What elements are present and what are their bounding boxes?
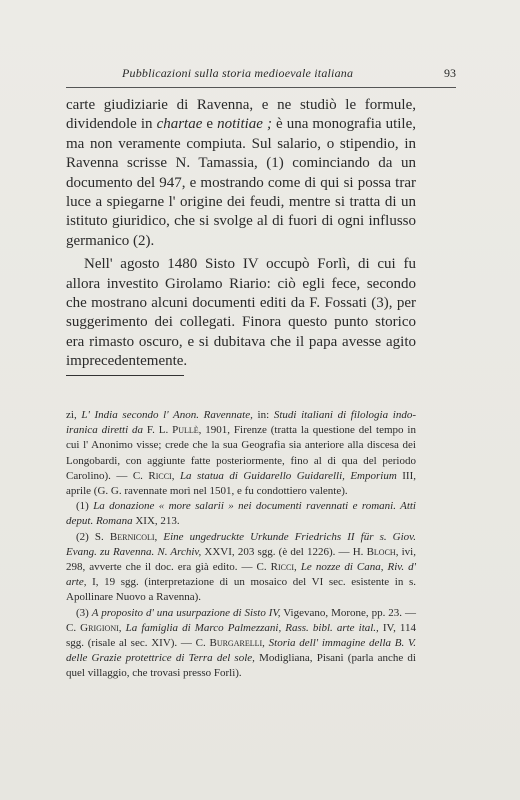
text-run: e	[202, 116, 218, 133]
page-number: 93	[444, 66, 456, 80]
page-header	[66, 66, 456, 86]
text-run: Modigliana, Pisani (parla anche di quel villaggio, che trovasi presso Forlì).	[66, 652, 416, 680]
text-run: XIX, 213.	[132, 515, 180, 528]
text-run: Burgarelli,	[209, 637, 265, 650]
text-run: notitiae ;	[217, 116, 272, 133]
text-run: carte giudiziarie di Ravenna, e ne studiò le formule, dividendole in	[66, 97, 416, 133]
paragraph-sisto-iv: Nell' agosto 1480 Sisto IV occupò Forlì, di cui fu allora investito Girolamo Riario: ciò egli fece, secondo che mostrano alcuni documenti editi da F. Fossati (3), per suggerimento dei collegati. Finora questo punto storico era rimasto oscuro, e si dubitava che il papa avesse agito imprecedentemente.	[66, 256, 416, 370]
text-run: Pullè,	[172, 424, 202, 437]
text-run: (1)	[76, 500, 94, 513]
text-run: Grigioni,	[80, 621, 122, 634]
text-run: La famiglia di Marco Palmezzani, Rass. bibl. arte ital.,	[125, 621, 379, 634]
footnote-2	[66, 530, 416, 606]
text-run: zi,	[66, 409, 82, 421]
text-run: ivi, 298, avverte che il doc. era già edito. — C.	[66, 545, 416, 574]
text-run: Bloch,	[366, 545, 399, 558]
paragraph-salary	[66, 96, 416, 251]
text-run: in:	[252, 409, 274, 421]
footnote-3	[66, 606, 416, 682]
text-run: La statua di Guidarello Guidarelli, Emporium	[179, 469, 397, 482]
text-run: 1901, Firenze (tratta la questione del tempo in cui l' Anonimo visse; crede che la sua Geografia sia anteriore alla discesa dei Longobardi, con aggiunte fatte posteriormente, fino al di qua del periodo Carolino). — C.	[66, 424, 416, 482]
text-run: IV, 114 sgg. (risale al sec. XIV). — C.	[66, 621, 417, 650]
text-run: F. L.	[143, 424, 173, 437]
text-run: L' India secondo l' Anon. Ravennate,	[81, 409, 253, 421]
text-run: Ricci,	[148, 469, 175, 482]
text-run: chartae	[156, 116, 203, 133]
text-run: Le nozze di Cana, Riv. d' arte,	[66, 561, 417, 589]
text-run: Eine ungedruckte Urkunde Friedrichs II für s. Giov. Evang. zu Ravenna. N. Archiv,	[66, 530, 417, 558]
text-run: I, 19 sgg. (interpretazione di un mosaico del VI sec. esistente in s. Apollinare Nuovo a Ravenna).	[66, 576, 416, 604]
text-run: Bernicoli,	[109, 530, 158, 543]
main-text	[66, 96, 416, 372]
running-title: Pubblicazioni sulla storia medioevale italiana	[122, 66, 354, 80]
footnote-1	[66, 499, 416, 529]
footnotes	[66, 408, 416, 682]
text-run: III, aprile (G. G. ravennate morì nel 1501, e fu condottiero valente).	[66, 469, 416, 498]
text-run: Ricci,	[270, 561, 297, 574]
text-run: XXVI, 203 sgg. (è del 1226). — H.	[201, 545, 367, 558]
text-run: (2) S.	[76, 530, 110, 543]
text-run: è una monografia utile, ma non veramente compiuta. Sul salario, o stipendio, in Ravenna scrisse N. Tamassia, (1) cominciando da un documento del 947, e mostrando come di qui si possa trar luce a spiegarne l' origine dei feudi, mentre si tratta di un istituto giuridico, che si svolge al di fuori di ogni influsso germanico (2).	[66, 116, 416, 249]
text-run: La donazione « more salarii » nei documenti ravennati e romani. Atti deput. Romana	[66, 500, 416, 528]
footnote-continuation	[66, 408, 416, 499]
text-run: Storia dell' immagine della B. V. delle Grazie protettrice di Terra del sole,	[66, 637, 416, 665]
footnote-rule	[66, 375, 184, 376]
header-rule	[66, 87, 456, 88]
text-run: Vigevano, Morone, pp. 23. — C.	[66, 606, 416, 634]
text-run: A proposito d' una usurpazione di Sisto IV,	[91, 606, 281, 619]
text-run: (3)	[76, 606, 92, 619]
text-run: Studi italiani di filologia indo-iranica diretti da	[66, 409, 416, 437]
